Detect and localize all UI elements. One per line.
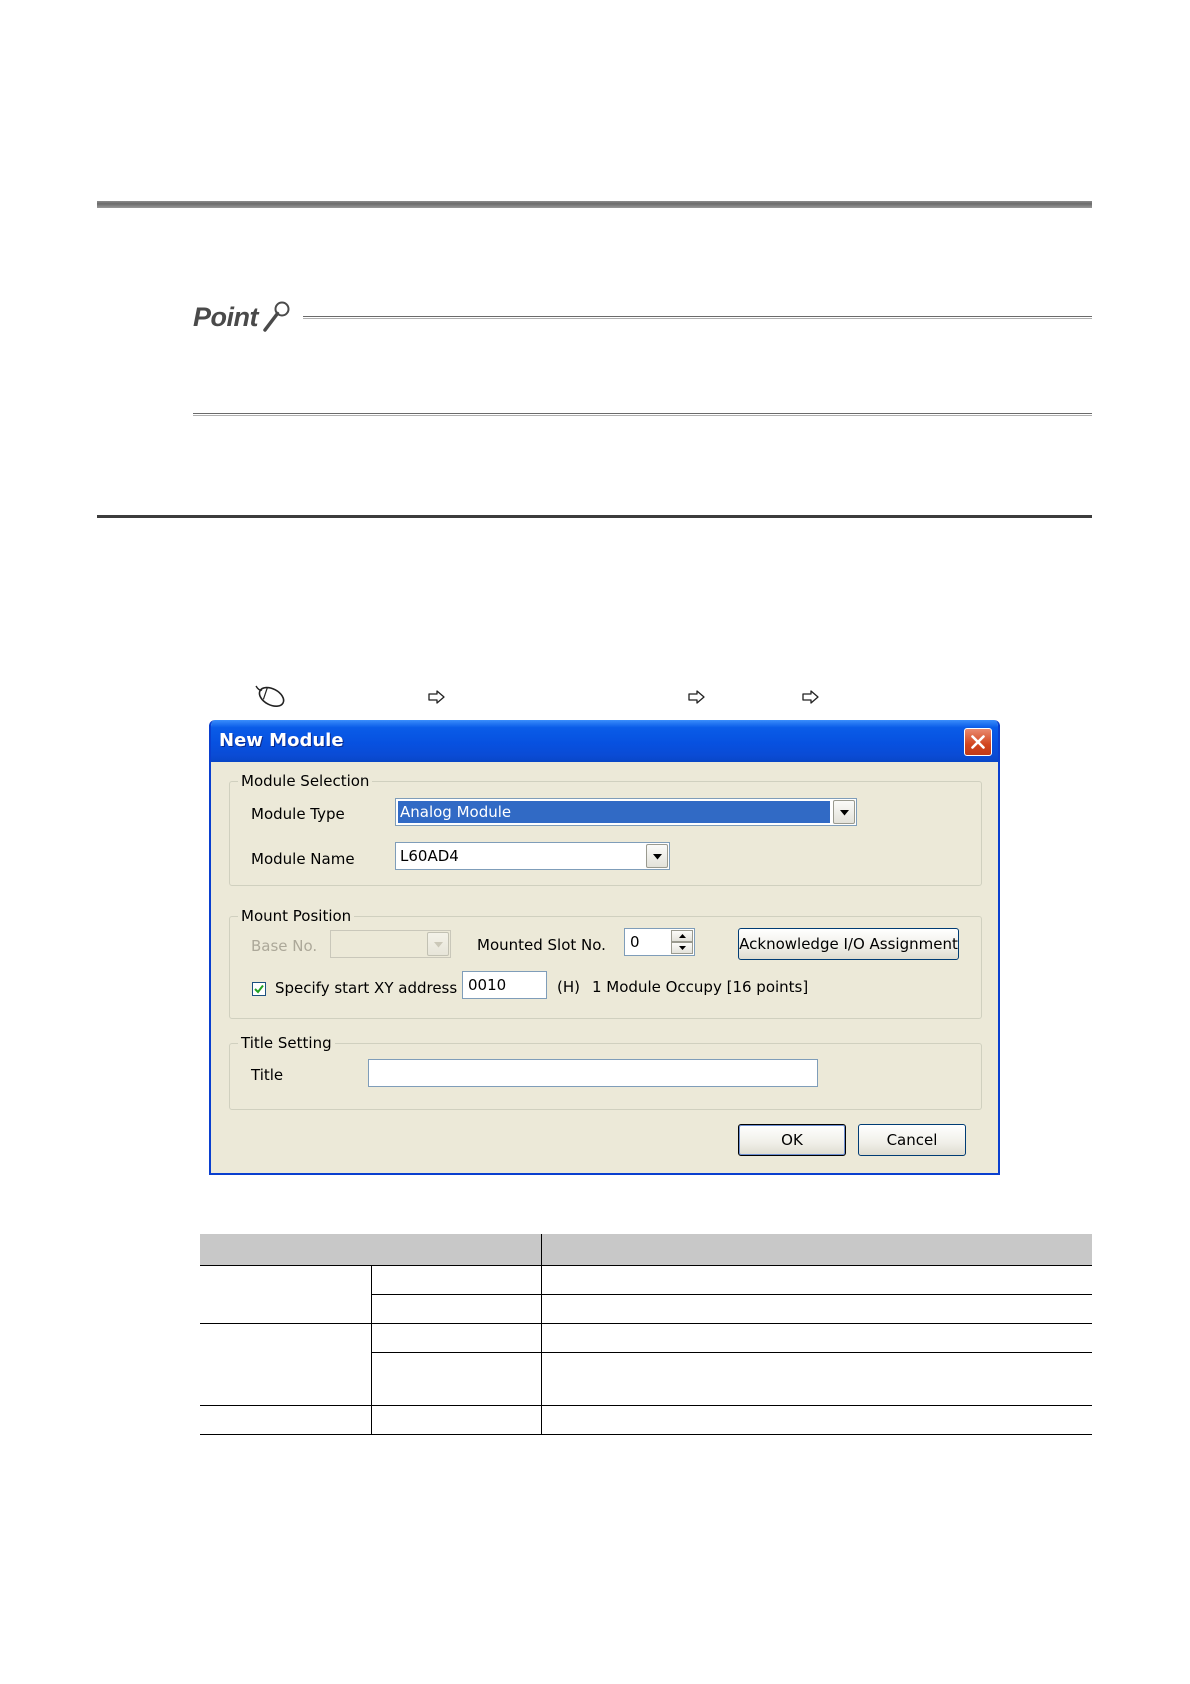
mount-position-group bbox=[229, 907, 982, 1019]
point-logo bbox=[193, 300, 293, 340]
table-header-cell bbox=[200, 1234, 541, 1266]
mounted-slot-label: Mounted Slot No. bbox=[477, 936, 606, 954]
mounted-slot-value: 0 bbox=[630, 933, 640, 951]
ok-label: OK bbox=[781, 1131, 803, 1149]
arrow-right-icon bbox=[428, 690, 446, 704]
point-rule-bottom bbox=[193, 413, 1092, 416]
module-name-value: L60AD4 bbox=[400, 847, 459, 865]
chevron-up-icon bbox=[679, 934, 686, 938]
close-button[interactable] bbox=[964, 728, 992, 756]
title-setting-legend: Title Setting bbox=[241, 1034, 332, 1052]
settings-table bbox=[200, 1234, 1092, 1435]
chevron-down-icon bbox=[653, 854, 662, 860]
close-icon bbox=[971, 735, 985, 749]
table-row bbox=[200, 1406, 1092, 1435]
module-name-label: Module Name bbox=[251, 850, 355, 868]
chevron-down-icon bbox=[679, 946, 686, 950]
table-cell bbox=[541, 1406, 1092, 1435]
table-header-row bbox=[200, 1234, 1092, 1266]
base-no-label: Base No. bbox=[251, 937, 318, 955]
module-selection-legend: Module Selection bbox=[241, 772, 370, 790]
xy-address-value: 0010 bbox=[468, 976, 507, 994]
acknowledge-io-label: Acknowledge I/O Assignment bbox=[739, 935, 958, 953]
ok-button[interactable] bbox=[738, 1124, 846, 1156]
specify-xy-label[interactable]: Specify start XY address bbox=[275, 979, 458, 997]
magnifier-icon bbox=[255, 300, 293, 336]
module-type-select[interactable] bbox=[395, 798, 857, 826]
mount-position-legend: Mount Position bbox=[241, 907, 352, 925]
section-rule bbox=[97, 515, 1092, 518]
table-cell bbox=[371, 1266, 541, 1295]
spin-down-button[interactable] bbox=[671, 942, 693, 954]
table-cell bbox=[541, 1266, 1092, 1295]
dialog-title: New Module bbox=[219, 730, 344, 751]
arrow-right-icon bbox=[802, 690, 820, 704]
base-no-dropdown-button[interactable] bbox=[427, 932, 449, 956]
operation-path bbox=[250, 682, 850, 712]
table-cell bbox=[200, 1324, 371, 1406]
point-rule-top bbox=[303, 316, 1092, 319]
table-header-cell bbox=[541, 1234, 1092, 1266]
module-type-dropdown-button[interactable] bbox=[833, 800, 855, 824]
specify-xy-checkbox[interactable] bbox=[252, 982, 266, 996]
title-label: Title bbox=[251, 1066, 284, 1084]
table-cell bbox=[371, 1353, 541, 1406]
module-type-value: Analog Module bbox=[398, 801, 830, 823]
acknowledge-io-button[interactable] bbox=[738, 928, 959, 960]
table-row bbox=[200, 1266, 1092, 1295]
mouse-icon bbox=[250, 682, 290, 710]
section-rule-top bbox=[97, 201, 1092, 208]
table-cell bbox=[541, 1295, 1092, 1324]
mounted-slot-input[interactable] bbox=[624, 928, 695, 956]
xy-address-input[interactable] bbox=[462, 971, 547, 999]
chevron-down-icon bbox=[434, 942, 443, 948]
title-input[interactable] bbox=[368, 1059, 818, 1087]
checkmark-icon bbox=[254, 984, 264, 994]
base-no-select[interactable] bbox=[330, 930, 451, 958]
table-cell bbox=[200, 1406, 371, 1435]
module-name-select[interactable] bbox=[395, 842, 670, 870]
table-row bbox=[200, 1324, 1092, 1353]
dialog-titlebar[interactable] bbox=[211, 720, 998, 762]
cancel-button[interactable] bbox=[858, 1124, 966, 1156]
base-no-value bbox=[333, 933, 424, 955]
table-cell bbox=[200, 1266, 371, 1324]
module-name-dropdown-button[interactable] bbox=[646, 844, 668, 868]
arrow-right-icon bbox=[688, 690, 706, 704]
module-type-label: Module Type bbox=[251, 805, 345, 823]
table-cell bbox=[541, 1324, 1092, 1353]
new-module-dialog bbox=[209, 720, 1000, 1175]
table-cell bbox=[371, 1406, 541, 1435]
table-cell bbox=[541, 1353, 1092, 1406]
occupy-text: 1 Module Occupy [16 points] bbox=[592, 978, 809, 996]
spin-up-button[interactable] bbox=[671, 930, 693, 942]
hex-suffix: (H) bbox=[557, 978, 580, 996]
point-label: Point bbox=[193, 302, 258, 332]
chevron-down-icon bbox=[840, 810, 849, 816]
table-cell bbox=[371, 1324, 541, 1353]
table-cell bbox=[371, 1295, 541, 1324]
cancel-label: Cancel bbox=[886, 1131, 938, 1149]
